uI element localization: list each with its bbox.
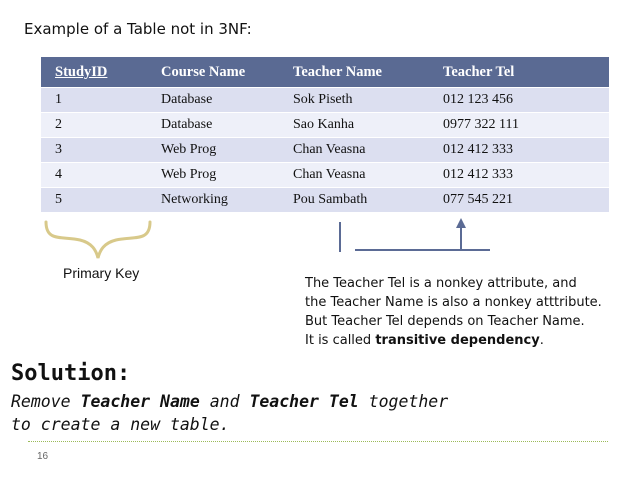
cell-teacher-tel: 0977 322 111 [443,117,519,132]
cell-course-name: Database [161,117,213,132]
arrow-up-icon [456,218,466,228]
solution-heading: Solution: [11,361,131,386]
cell-teacher-name: Sao Kanha [293,117,355,132]
note-line: The Teacher Tel is a nonkey attribute, and [305,276,577,291]
note-line [305,331,602,350]
cell-studyid: 4 [55,167,62,182]
header-course-name: Course Name [161,63,246,80]
cell-course-name: Networking [161,192,228,207]
page-number: 16 [37,451,49,462]
solution-bold-teacher-tel: Teacher Tel [249,392,359,411]
cell-studyid: 1 [55,92,62,107]
cell-course-name: Web Prog [161,167,217,182]
cell-teacher-name: Sok Piseth [293,92,353,107]
transitive-dependency-term: transitive dependency [375,333,540,348]
cell-teacher-tel: 012 123 456 [443,92,513,107]
cell-teacher-tel: 012 412 333 [443,167,513,182]
note-line: the Teacher Name is also a nonkey atttribute. [305,295,602,310]
solution-bold-teacher-name: Teacher Name [80,392,200,411]
note-suffix: . [539,333,544,348]
slide-heading: Example of a Table not in 3NF: [24,20,252,38]
header-studyid: StudyID [55,63,108,80]
cell-course-name: Database [161,92,213,107]
note-prefix: It is called [305,333,376,348]
cell-teacher-name: Chan Veasna [293,142,366,157]
solution-text [11,390,448,436]
cell-teacher-tel: 012 412 333 [443,142,513,157]
solution-line-2: to create a new table. [11,415,230,434]
cell-teacher-name: Chan Veasna [293,167,366,182]
solution-text-part: and [199,392,250,411]
cell-studyid: 3 [55,142,62,157]
footer-divider [28,441,608,442]
note-line: But Teacher Tel depends on Teacher Name. [305,314,585,329]
dependency-note [305,274,602,350]
cell-course-name: Web Prog [161,142,217,157]
primary-key-brace [46,222,150,258]
cell-teacher-tel: 077 545 221 [443,192,513,207]
header-teacher-name: Teacher Name [293,63,382,80]
cell-teacher-name: Pou Sambath [293,192,368,207]
solution-text-part: together [358,392,449,411]
primary-key-label: Primary Key [63,265,140,281]
cell-studyid: 2 [55,117,62,132]
solution-text-part: Remove [11,392,81,411]
header-teacher-tel: Teacher Tel [443,63,515,80]
cell-studyid: 5 [55,192,62,207]
